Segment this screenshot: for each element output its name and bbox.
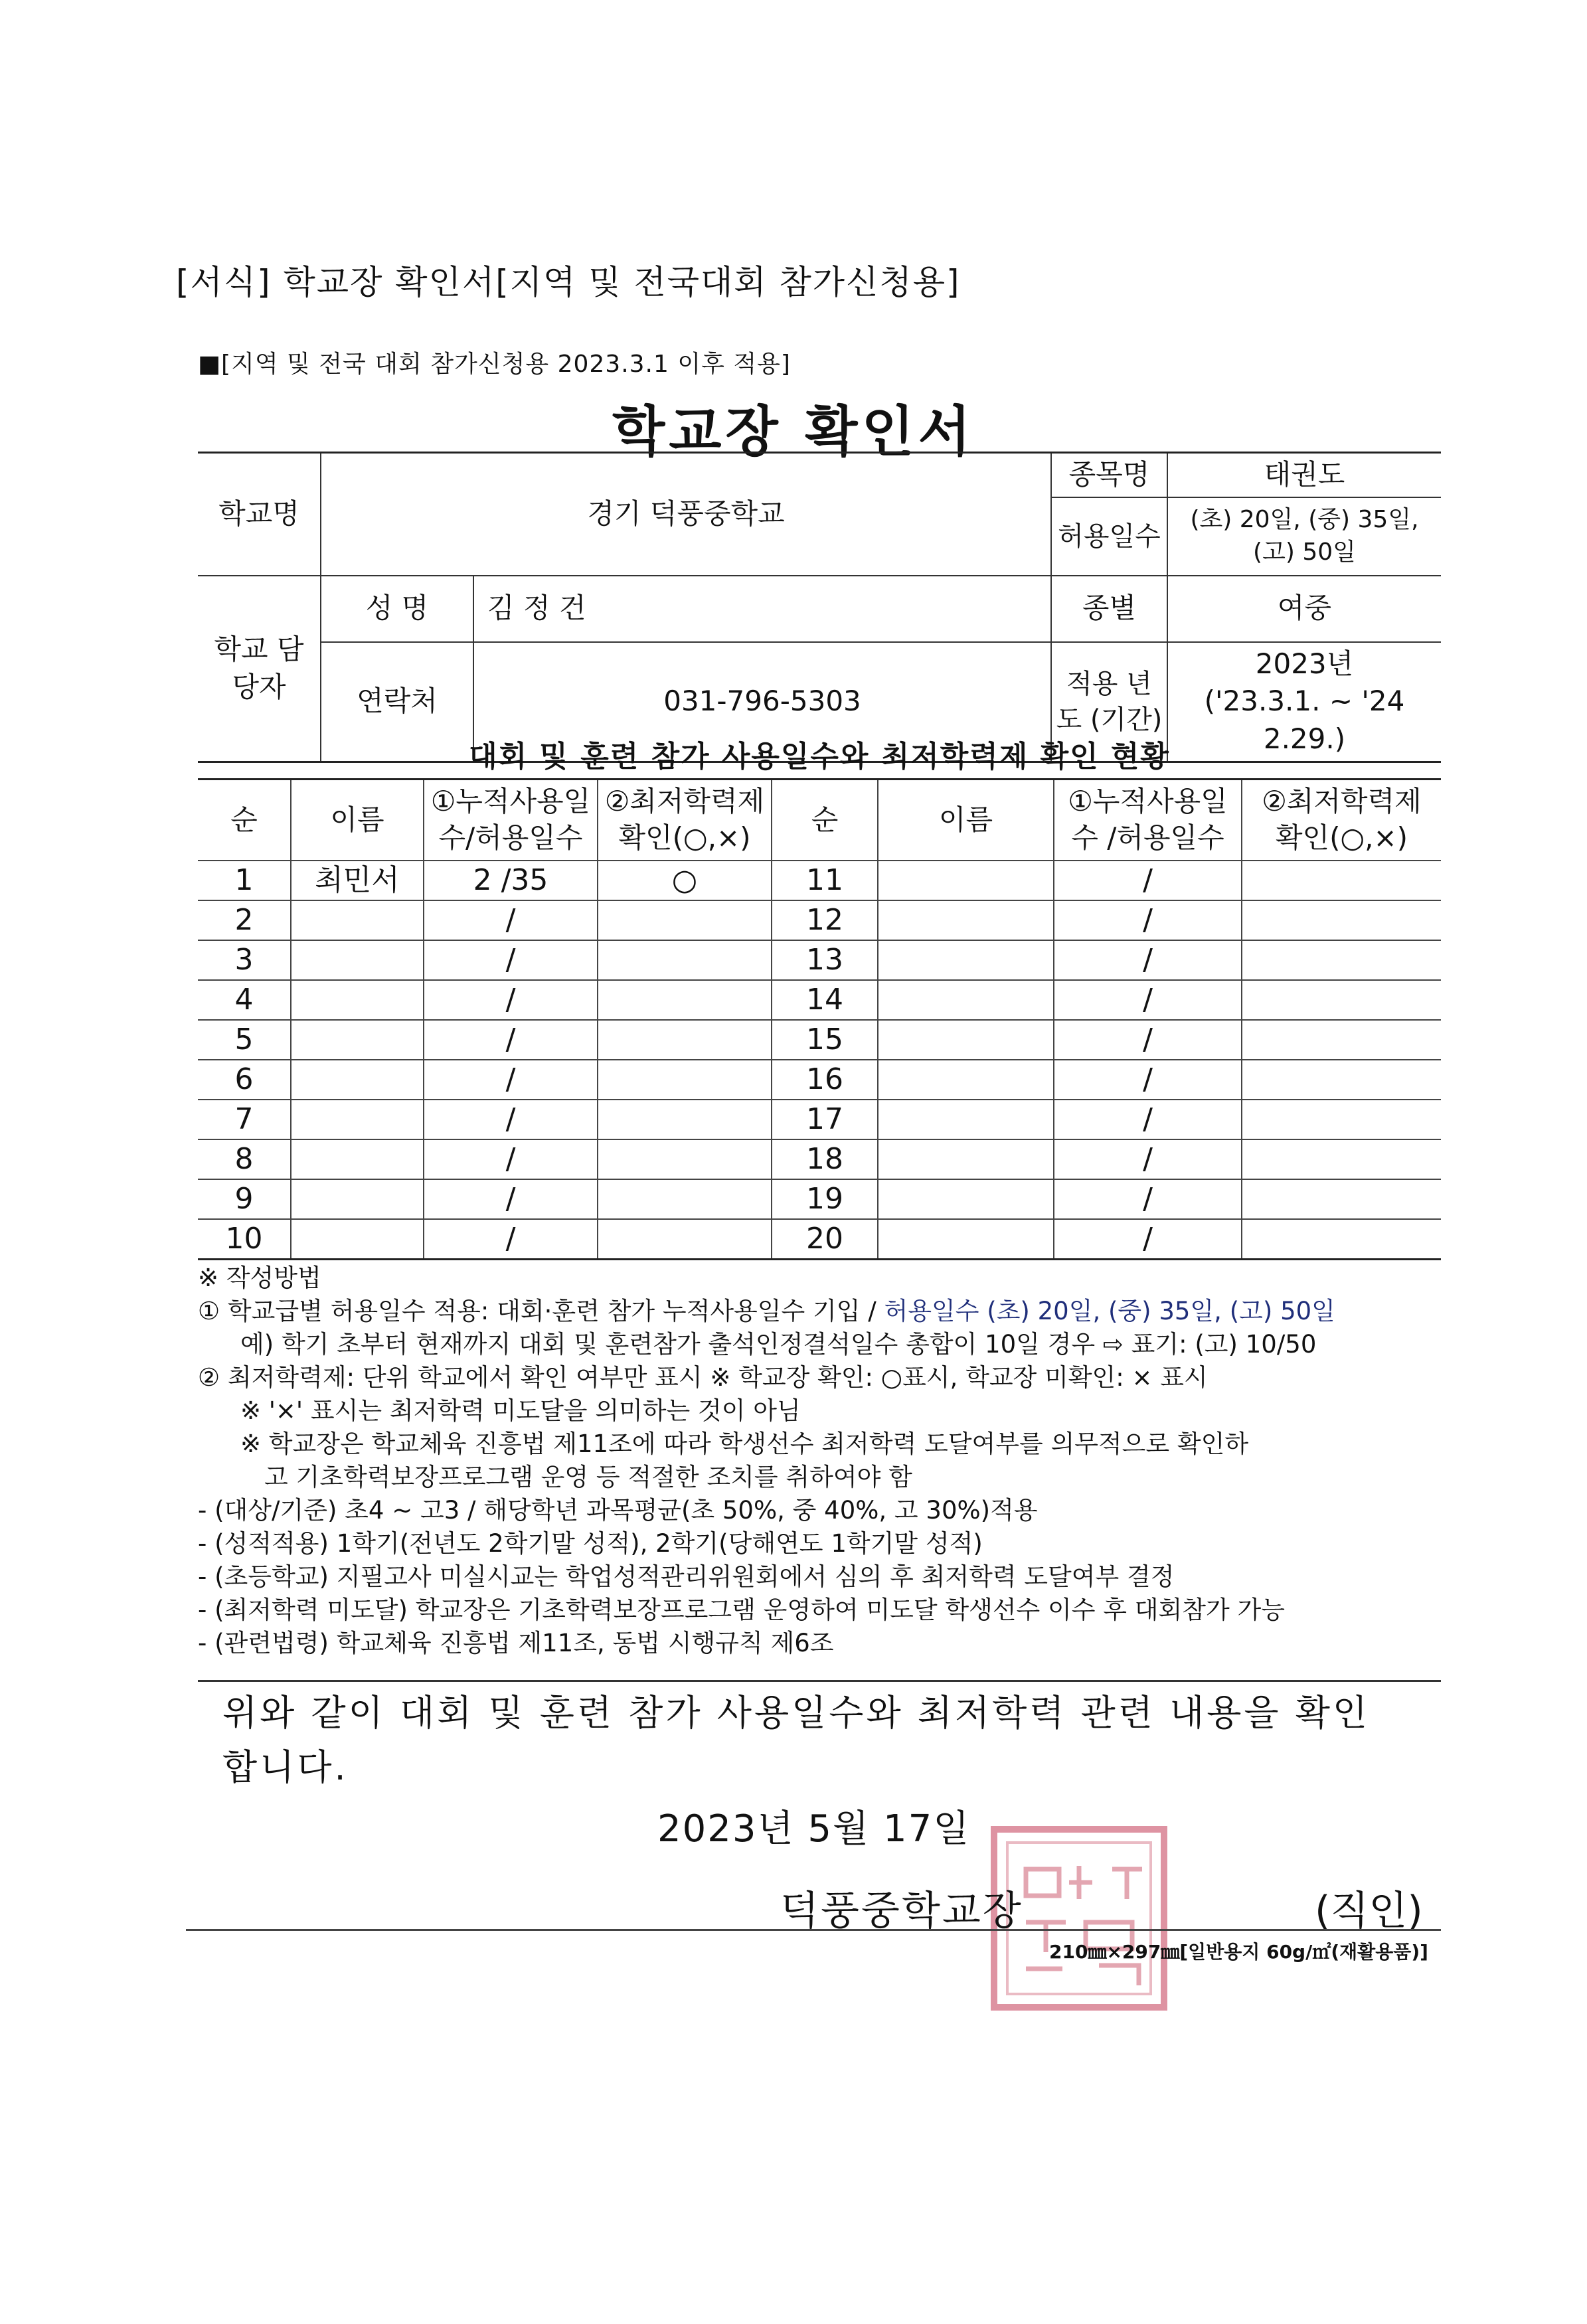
- cell-days-right: /: [1054, 1139, 1242, 1179]
- note-1-text: ① 학교급별 허용일수 적용: 대회·훈련 참가 누적사용일수 기입 /: [198, 1297, 884, 1325]
- col-days-right: ①누적사용일수 /허용일수: [1054, 780, 1242, 861]
- cell-check: [598, 1219, 772, 1260]
- cell-days: /: [424, 1219, 598, 1260]
- cell-days-right: /: [1054, 980, 1242, 1020]
- cell-check-right: [1242, 980, 1441, 1020]
- cell-no: 10: [198, 1219, 291, 1260]
- cell-days: /: [424, 1060, 598, 1100]
- cell-no-right: 12: [772, 900, 878, 940]
- cell-check: ○: [598, 861, 772, 900]
- cell-no: 6: [198, 1060, 291, 1100]
- year: 2023년: [1255, 647, 1354, 680]
- seal-note: (직인): [1315, 1888, 1423, 1934]
- table-row: [198, 1060, 1441, 1100]
- cell-check-right: [1242, 861, 1441, 900]
- table-row: [198, 1020, 1441, 1060]
- cell-no: 9: [198, 1179, 291, 1219]
- cell-check-right: [1242, 1219, 1441, 1260]
- cell-days-right: /: [1054, 1060, 1242, 1100]
- cell-name: [291, 940, 424, 980]
- note-2: ② 최저학력제: 단위 학교에서 확인 여부만 표시 ※ 학교장 확인: ○표시, 학교장 미확인: × 표시: [198, 1363, 1208, 1392]
- table-row: [198, 940, 1441, 980]
- cell-days-right: /: [1054, 861, 1242, 900]
- cell-days-right: /: [1054, 1020, 1242, 1060]
- cell-days: 2 /35: [424, 861, 598, 900]
- cell-name-right: [878, 1219, 1054, 1260]
- cell-days-right: /: [1054, 940, 1242, 980]
- col-no-right: 순: [772, 780, 878, 861]
- cell-check: [598, 1139, 772, 1179]
- cell-no-right: 11: [772, 861, 878, 900]
- cell-check-right: [1242, 1139, 1441, 1179]
- cell-name-right: [878, 1020, 1054, 1060]
- cell-name: [291, 1060, 424, 1100]
- cell-check: [598, 1100, 772, 1139]
- cell-days: /: [424, 1179, 598, 1219]
- cell-name-right: [878, 1179, 1054, 1219]
- cell-name: 최민서: [291, 861, 424, 900]
- cell-check-right: [1242, 900, 1441, 940]
- col-name-right: 이름: [878, 780, 1054, 861]
- sub-label: ■[지역 및 전국 대회 참가신청용 2023.3.1 이후 적용]: [198, 351, 791, 378]
- cell-no-right: 16: [772, 1060, 878, 1100]
- cell-no-right: 18: [772, 1139, 878, 1179]
- school-name: 경기 덕풍중학교: [321, 453, 1051, 576]
- note-2b: ※ 학교장은 학교체육 진흥법 제11조에 따라 학생선수 최저학력 도달여부를 의무적으로 확인하: [240, 1430, 1249, 1458]
- cell-check-right: [1242, 1179, 1441, 1219]
- category-label: 종별: [1051, 576, 1167, 642]
- detail-1: - (대상/기준) 초4 ~ 고3 / 해당학년 과목평균(초 50%, 중 40%, 고 30%)적용: [198, 1496, 1038, 1525]
- cell-check: [598, 940, 772, 980]
- school-name-label: 학교명: [198, 453, 321, 576]
- manager-label: 학교 담당자: [198, 576, 321, 762]
- note-1-allowed-days: 허용일수 (초) 20일, (중) 35일, (고) 50일: [884, 1297, 1335, 1325]
- participation-heading: 대회 및 훈련 참가 사용일수와 최저학력제 확인 현황: [469, 740, 1170, 774]
- paper-spec: 210㎜×297㎜[일반용지 60g/㎡(재활용품)]: [1049, 1941, 1428, 1963]
- col-name: 이름: [291, 780, 424, 861]
- cell-check-right: [1242, 1100, 1441, 1139]
- table-row: [198, 861, 1441, 900]
- cell-name-right: [878, 1100, 1054, 1139]
- cell-no: 3: [198, 940, 291, 980]
- instructions: [198, 1262, 1446, 1660]
- note-2a: ※ '×' 표시는 최저학력 미도달을 의미하는 것이 아님: [240, 1396, 801, 1425]
- col-days: ①누적사용일수/허용일수: [424, 780, 598, 861]
- cell-days: /: [424, 980, 598, 1020]
- cell-check-right: [1242, 940, 1441, 980]
- category: 여중: [1167, 576, 1441, 642]
- year-label: 적용 년도 (기간): [1051, 642, 1167, 762]
- cell-no-right: 19: [772, 1179, 878, 1219]
- cell-name: [291, 1179, 424, 1219]
- cell-days: /: [424, 940, 598, 980]
- cell-check: [598, 1060, 772, 1100]
- cell-days-right: /: [1054, 1219, 1242, 1260]
- cell-check: [598, 900, 772, 940]
- cell-name-right: [878, 861, 1054, 900]
- cell-days-right: /: [1054, 1179, 1242, 1219]
- separator: [198, 1680, 1441, 1682]
- contact-label: 연락처: [321, 642, 473, 762]
- cell-name: [291, 1100, 424, 1139]
- cell-days: /: [424, 900, 598, 940]
- manager-name: 김 정 건: [473, 576, 1051, 642]
- cell-no-right: 17: [772, 1100, 878, 1139]
- col-no: 순: [198, 780, 291, 861]
- signer: 덕풍중학교장: [780, 1888, 1023, 1934]
- table-row: [198, 1219, 1441, 1260]
- cell-no: 1: [198, 861, 291, 900]
- note-2b-cont: 고 기초학력보장프로그램 운영 등 적절한 조치를 취하여야 함: [264, 1463, 912, 1491]
- sport: 태권도: [1167, 453, 1441, 497]
- cell-check-right: [1242, 1020, 1441, 1060]
- cell-name: [291, 980, 424, 1020]
- note-1-example: 예) 학기 초부터 현재까지 대회 및 훈련참가 출석인정결석일수 총합이 10일 경우 ⇨ 표기: (고) 10/50: [240, 1330, 1317, 1359]
- note-1: [198, 1295, 1446, 1328]
- cell-name-right: [878, 1139, 1054, 1179]
- cell-no: 2: [198, 900, 291, 940]
- allowed-days-label: 허용일수: [1051, 497, 1167, 576]
- cell-name-right: [878, 1060, 1054, 1100]
- document-title: 학교장 확인서: [612, 400, 975, 463]
- cell-name: [291, 1219, 424, 1260]
- cell-no: 4: [198, 980, 291, 1020]
- cell-days: /: [424, 1020, 598, 1060]
- cell-name-right: [878, 940, 1054, 980]
- cell-days-right: /: [1054, 900, 1242, 940]
- cell-name-right: [878, 980, 1054, 1020]
- sport-label: 종목명: [1051, 453, 1167, 497]
- issue-date: 2023년 5월 17일: [657, 1807, 971, 1851]
- bottom-rule: [186, 1929, 1441, 1931]
- cell-check: [598, 1179, 772, 1219]
- cell-name-right: [878, 900, 1054, 940]
- cell-no-right: 14: [772, 980, 878, 1020]
- info-table: [198, 452, 1441, 763]
- table-row: [198, 1139, 1441, 1179]
- detail-5: - (관련법령) 학교체육 진흥법 제11조, 동법 시행규칙 제6조: [198, 1629, 834, 1657]
- cell-check: [598, 1020, 772, 1060]
- allowed-days: (초) 20일, (중) 35일, (고) 50일: [1167, 497, 1441, 576]
- participation-table: [198, 778, 1441, 1260]
- detail-4: - (최저학력 미도달) 학교장은 기초학력보장프로그램 운영하여 미도달 학생선수 이수 후 대회참가 가능: [198, 1596, 1286, 1624]
- detail-2: - (성적적용) 1학기(전년도 2학기말 성적), 2학기(당해연도 1학기말 성적): [198, 1529, 983, 1558]
- cell-no-right: 20: [772, 1219, 878, 1260]
- col-check-right: ②최저학력제 확인(○,×): [1242, 780, 1441, 861]
- form-label: [서식] 학교장 확인서[지역 및 전국대회 참가신청용]: [176, 263, 961, 301]
- cell-name: [291, 900, 424, 940]
- col-check: ②최저학력제 확인(○,×): [598, 780, 772, 861]
- detail-3: - (초등학교) 지필고사 미실시교는 학업성적관리위원회에서 심의 후 최저학력 도달여부 결정: [198, 1562, 1175, 1591]
- contact-number: 031-796-5303: [473, 642, 1051, 762]
- period: ('23.3.1. ~ '24 2.29.): [1204, 685, 1405, 756]
- notes-title: ※ 작성방법: [198, 1264, 321, 1292]
- table-row: [198, 900, 1441, 940]
- cell-no-right: 13: [772, 940, 878, 980]
- table-row: [198, 1179, 1441, 1219]
- cell-days: /: [424, 1100, 598, 1139]
- cell-name: [291, 1020, 424, 1060]
- cell-check: [598, 980, 772, 1020]
- cell-no: 5: [198, 1020, 291, 1060]
- cell-days: /: [424, 1139, 598, 1179]
- cell-no: 8: [198, 1139, 291, 1179]
- table-row: [198, 980, 1441, 1020]
- cell-no-right: 15: [772, 1020, 878, 1060]
- cell-check-right: [1242, 1060, 1441, 1100]
- confirmation-line-1: 위와 같이 대회 및 훈련 참가 사용일수와 최저학력 관련 내용을 확인: [222, 1692, 1371, 1734]
- name-label: 성 명: [321, 576, 473, 642]
- confirmation-line-2: 합니다.: [222, 1746, 349, 1788]
- table-row: [198, 1100, 1441, 1139]
- cell-name: [291, 1139, 424, 1179]
- cell-days-right: /: [1054, 1100, 1242, 1139]
- cell-no: 7: [198, 1100, 291, 1139]
